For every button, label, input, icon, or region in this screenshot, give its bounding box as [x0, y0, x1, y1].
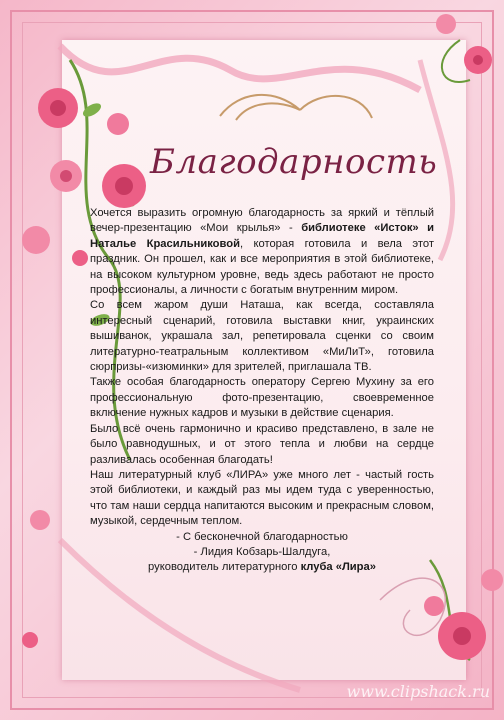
- signature-line: [90, 560, 434, 575]
- certificate-body: [90, 206, 434, 576]
- paragraph: Наш литературный клуб «ЛИРА» уже много лет - частый гость этой библиотеки, и каждый раз мы идем туда с уверенностью, что там наши сердца напитаются высоким и прекрасным словом, музыкой, сердечным теплом.: [90, 468, 434, 528]
- club-name: клуба «Лира»: [300, 561, 376, 574]
- paragraph: [90, 206, 434, 298]
- paragraph-text: , которая готовила и вела этот праздник. Он прошел, как и все мероприятия в этой библиотеке, на высоком культурном уровне, ведь здесь работают не просто профессионалы, а личности с богатым внутренним миром.: [90, 237, 434, 297]
- signature-line: - Лидия Кобзарь-Шалдуга,: [193, 545, 331, 558]
- paragraph-text: Хочется выразить огромную благодарность за яркий и тёплый вечер-презентацию «Мои крылья» -: [90, 207, 434, 235]
- signature-role: руководитель литературного: [148, 561, 301, 574]
- library-name: библиотеке «Исток» и Наталье Красильниковой: [90, 222, 435, 250]
- signature-line: - С бесконечной благодарностью: [176, 530, 348, 543]
- paragraph: Также особая благодарность оператору Сергею Мухину за его профессиональную фото-презентацию, своевременное включение нужных кадров и музыки в действие сценария.: [90, 376, 434, 420]
- watermark: www.clipshack.ru: [346, 682, 490, 701]
- paragraph: Со всем жаром души Наташа, как всегда, составляла интересный сценарий, готовила выставки книг, украинских вышиванок, украшала зал, репетировала сценки со своим литературно-театральным коллективом «МиЛиТ», готовила сюрпризы-«изюминки» для зрителей, приглашала ТВ.: [90, 299, 434, 374]
- certificate-title: Благодарность: [150, 142, 438, 182]
- paragraph: Было всё очень гармонично и красиво представлено, в зале не было равнодушных, и от этого тепла и любви на сердце разливалась особенная благодать!: [90, 422, 434, 466]
